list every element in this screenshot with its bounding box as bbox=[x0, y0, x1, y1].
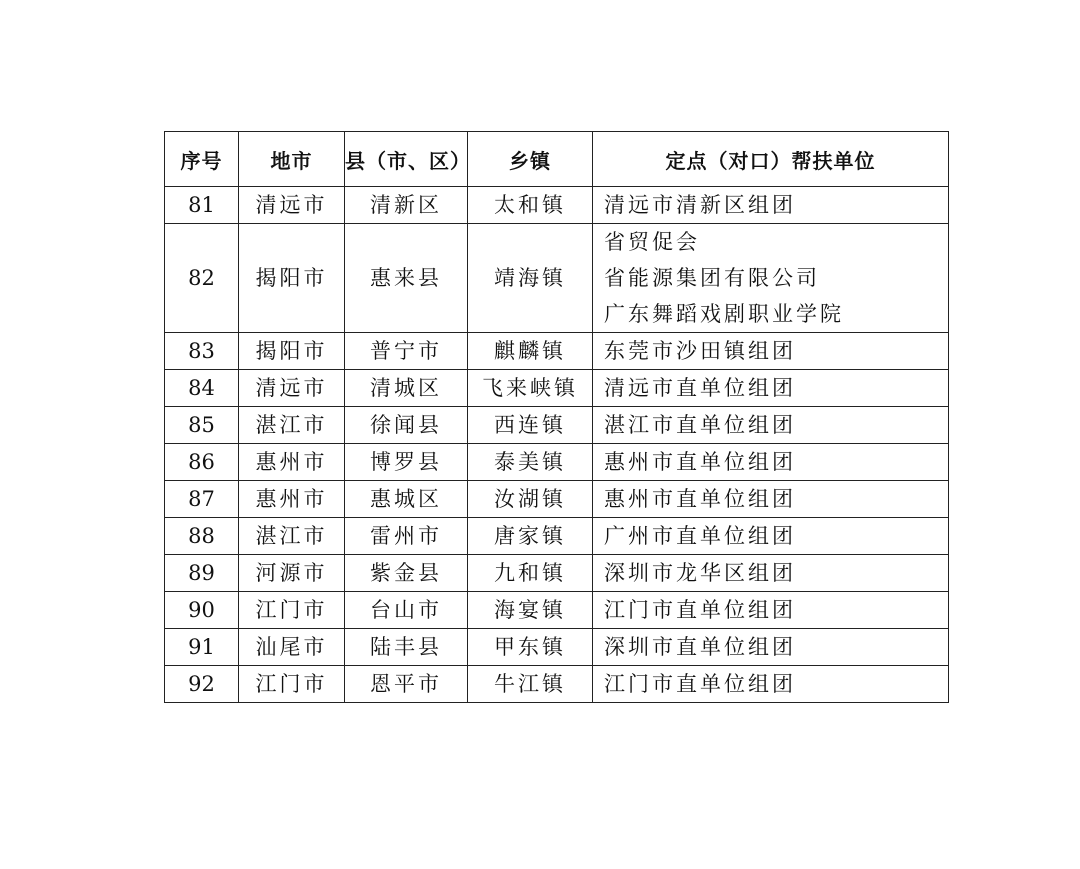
cell-unit bbox=[593, 666, 949, 703]
cell-seq: 85 bbox=[165, 407, 239, 444]
unit-line: 江门市直单位组团 bbox=[604, 598, 796, 622]
cell-seq: 83 bbox=[165, 333, 239, 370]
cell-county: 普宁市 bbox=[345, 333, 468, 370]
cell-seq: 89 bbox=[165, 555, 239, 592]
unit-line: 清远市直单位组团 bbox=[604, 376, 796, 400]
table-row bbox=[165, 592, 949, 629]
unit-line: 省能源集团有限公司 bbox=[604, 266, 820, 290]
table-row bbox=[165, 333, 949, 370]
cell-county: 恩平市 bbox=[345, 666, 468, 703]
cell-town: 泰美镇 bbox=[468, 444, 593, 481]
cell-unit bbox=[593, 224, 949, 333]
header-row bbox=[165, 132, 949, 187]
unit-line: 省贸促会 bbox=[604, 230, 700, 254]
cell-seq: 91 bbox=[165, 629, 239, 666]
cell-town: 甲东镇 bbox=[468, 629, 593, 666]
cell-city: 汕尾市 bbox=[239, 629, 345, 666]
cell-city: 江门市 bbox=[239, 666, 345, 703]
cell-unit bbox=[593, 444, 949, 481]
cell-city: 惠州市 bbox=[239, 481, 345, 518]
cell-county: 惠城区 bbox=[345, 481, 468, 518]
cell-county: 陆丰县 bbox=[345, 629, 468, 666]
table-row bbox=[165, 555, 949, 592]
cell-unit bbox=[593, 629, 949, 666]
table-header bbox=[165, 132, 949, 187]
header-town: 乡镇 bbox=[468, 132, 593, 187]
unit-line: 广东舞蹈戏剧职业学院 bbox=[604, 302, 844, 326]
table-row bbox=[165, 370, 949, 407]
cell-county: 台山市 bbox=[345, 592, 468, 629]
cell-unit bbox=[593, 370, 949, 407]
cell-seq: 86 bbox=[165, 444, 239, 481]
table-row bbox=[165, 666, 949, 703]
cell-town: 麒麟镇 bbox=[468, 333, 593, 370]
header-city: 地市 bbox=[239, 132, 345, 187]
cell-city: 揭阳市 bbox=[239, 333, 345, 370]
cell-town: 靖海镇 bbox=[468, 224, 593, 333]
unit-line: 江门市直单位组团 bbox=[604, 672, 796, 696]
cell-unit bbox=[593, 187, 949, 224]
cell-unit bbox=[593, 407, 949, 444]
cell-seq: 84 bbox=[165, 370, 239, 407]
cell-town: 汝湖镇 bbox=[468, 481, 593, 518]
cell-seq: 87 bbox=[165, 481, 239, 518]
cell-county: 雷州市 bbox=[345, 518, 468, 555]
cell-city: 惠州市 bbox=[239, 444, 345, 481]
unit-line: 湛江市直单位组团 bbox=[604, 413, 796, 437]
table-body bbox=[165, 187, 949, 703]
cell-city: 揭阳市 bbox=[239, 224, 345, 333]
table-row bbox=[165, 629, 949, 666]
cell-seq: 82 bbox=[165, 224, 239, 333]
table-row bbox=[165, 444, 949, 481]
cell-town: 海宴镇 bbox=[468, 592, 593, 629]
cell-unit bbox=[593, 555, 949, 592]
unit-line: 深圳市直单位组团 bbox=[604, 635, 796, 659]
table-row bbox=[165, 224, 949, 333]
cell-unit bbox=[593, 518, 949, 555]
cell-town: 飞来峡镇 bbox=[468, 370, 593, 407]
cell-city: 河源市 bbox=[239, 555, 345, 592]
cell-unit bbox=[593, 481, 949, 518]
cell-seq: 90 bbox=[165, 592, 239, 629]
cell-county: 紫金县 bbox=[345, 555, 468, 592]
cell-county: 惠来县 bbox=[345, 224, 468, 333]
cell-county: 博罗县 bbox=[345, 444, 468, 481]
unit-line: 深圳市龙华区组团 bbox=[604, 561, 796, 585]
table-row bbox=[165, 407, 949, 444]
header-unit: 定点（对口）帮扶单位 bbox=[593, 132, 949, 187]
cell-unit bbox=[593, 333, 949, 370]
unit-line: 惠州市直单位组团 bbox=[604, 487, 796, 511]
cell-town: 九和镇 bbox=[468, 555, 593, 592]
cell-town: 唐家镇 bbox=[468, 518, 593, 555]
cell-town: 牛江镇 bbox=[468, 666, 593, 703]
cell-county: 清新区 bbox=[345, 187, 468, 224]
unit-line: 东莞市沙田镇组团 bbox=[604, 339, 796, 363]
table-row bbox=[165, 187, 949, 224]
cell-city: 江门市 bbox=[239, 592, 345, 629]
table-row bbox=[165, 518, 949, 555]
cell-county: 清城区 bbox=[345, 370, 468, 407]
cell-city: 清远市 bbox=[239, 187, 345, 224]
cell-seq: 92 bbox=[165, 666, 239, 703]
cell-unit bbox=[593, 592, 949, 629]
assistance-table bbox=[164, 131, 949, 703]
unit-line: 清远市清新区组团 bbox=[604, 193, 796, 217]
header-seq: 序号 bbox=[165, 132, 239, 187]
header-county: 县（市、区） bbox=[345, 132, 468, 187]
cell-town: 太和镇 bbox=[468, 187, 593, 224]
cell-city: 清远市 bbox=[239, 370, 345, 407]
cell-town: 西连镇 bbox=[468, 407, 593, 444]
cell-city: 湛江市 bbox=[239, 518, 345, 555]
cell-seq: 81 bbox=[165, 187, 239, 224]
cell-seq: 88 bbox=[165, 518, 239, 555]
unit-line: 惠州市直单位组团 bbox=[604, 450, 796, 474]
cell-city: 湛江市 bbox=[239, 407, 345, 444]
unit-line: 广州市直单位组团 bbox=[604, 524, 796, 548]
table-row bbox=[165, 481, 949, 518]
cell-county: 徐闻县 bbox=[345, 407, 468, 444]
